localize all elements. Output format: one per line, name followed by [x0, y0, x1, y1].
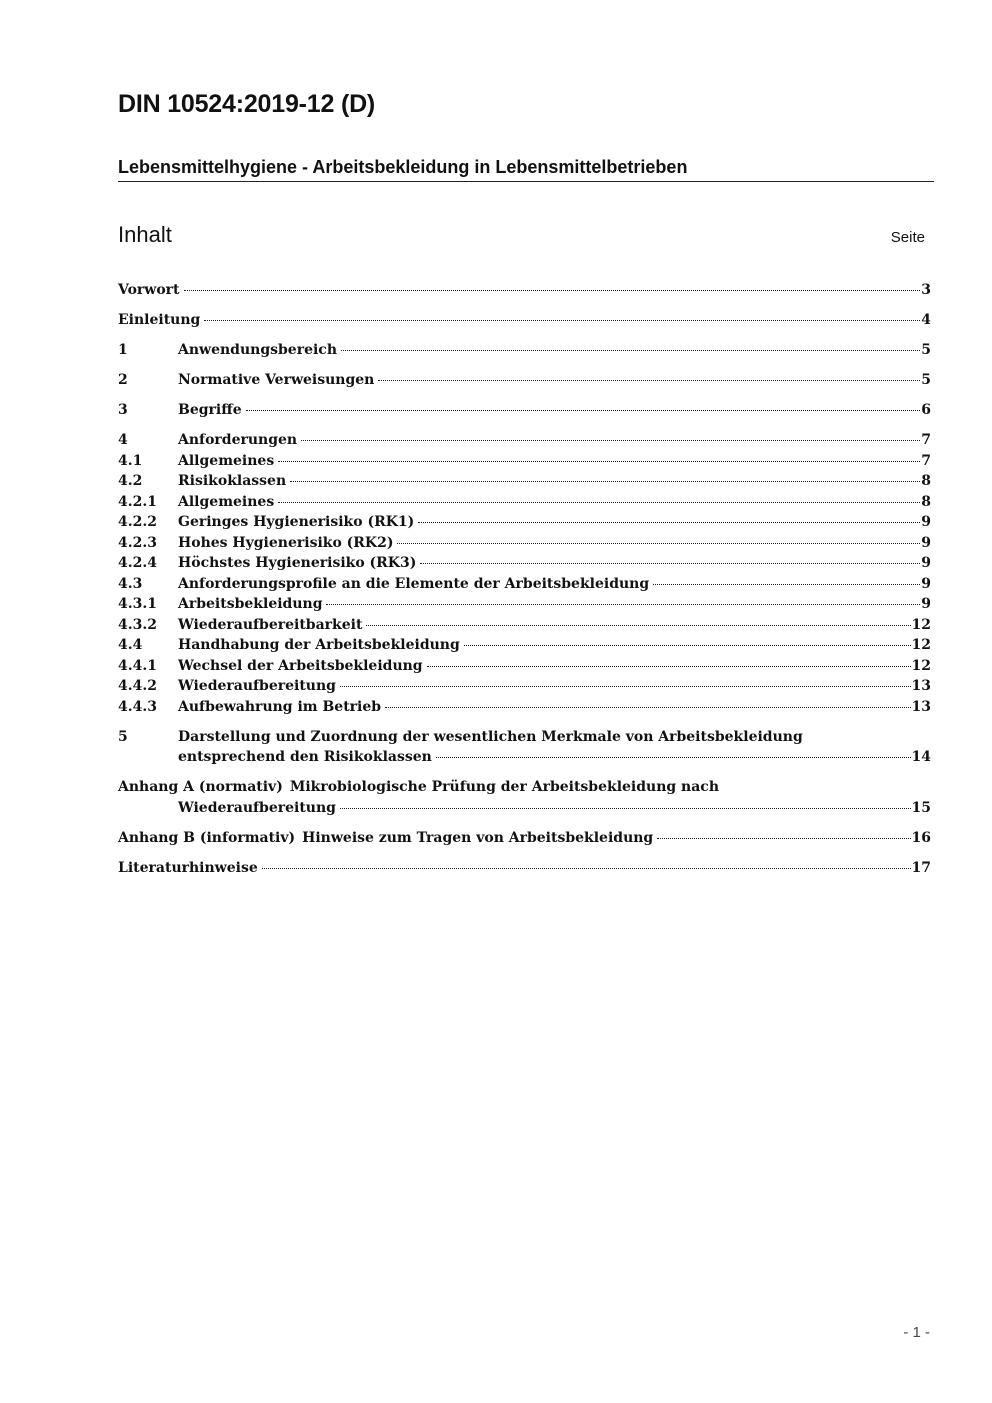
dot-leader [464, 645, 911, 646]
toc-entry-title: Handhabung der Arbeitsbekleidung [178, 637, 460, 653]
toc-entry-4-2-3[interactable] [118, 533, 931, 554]
dot-leader [436, 757, 911, 758]
toc-entry-page: 13 [911, 698, 931, 715]
dot-leader [657, 838, 910, 839]
toc-entry-page: 9 [921, 555, 931, 571]
toc-entry-page: 8 [921, 493, 931, 510]
toc-entry-5[interactable] [118, 727, 931, 768]
toc-entry-page: 12 [911, 657, 931, 674]
toc-entry-number: 2 [118, 372, 128, 388]
toc-entry-anhang-a[interactable] [118, 777, 931, 818]
toc-entry-title: Aufbewahrung im Betrieb [178, 698, 382, 715]
toc-entry-page: 6 [921, 402, 931, 418]
toc-entry-number: 4.3.2 [118, 616, 157, 633]
toc-entry-title: Geringes Hygienerisiko (RK1) [178, 514, 415, 530]
toc-entry-page: 12 [911, 616, 931, 633]
dot-leader [290, 481, 920, 482]
toc-entry-page: 8 [921, 473, 931, 489]
toc-entry-number: 4.2.1 [118, 493, 157, 510]
toc-entry-4[interactable] [118, 430, 931, 451]
toc-entry-number: 4.3.1 [118, 596, 157, 612]
toc-entry-number: 4.2 [118, 473, 143, 489]
dot-leader [184, 290, 921, 291]
toc-entry-4-4[interactable] [118, 635, 931, 656]
dot-leader [340, 808, 911, 809]
toc-entry-title: Vorwort [118, 282, 180, 298]
toc-entry-page: 12 [911, 637, 931, 653]
toc-entry-title: Einleitung [118, 312, 201, 328]
table-of-contents [118, 280, 931, 878]
toc-entry-page: 4 [921, 312, 931, 328]
toc-entry-label: Anhang A (normativ) [118, 779, 283, 795]
toc-entry-title: Arbeitsbekleidung [178, 596, 323, 612]
toc-entry-page: 7 [921, 452, 931, 469]
dot-leader [366, 625, 910, 626]
toc-entry-title: Anforderungsprofile an die Elemente der Arbeitsbekleidung [178, 575, 650, 592]
toc-entry-page: 16 [911, 829, 931, 846]
toc-entry-page: 17 [911, 859, 931, 876]
toc-entry-title: Literaturhinweise [118, 859, 258, 876]
toc-entry-4-2-1[interactable] [118, 492, 931, 513]
toc-entry-title-line1: Darstellung und Zuordnung der wesentlichen Merkmale von Arbeitsbekleidung [178, 728, 803, 745]
toc-entry-number: 4.2.3 [118, 534, 157, 551]
toc-entry-page: 9 [921, 575, 931, 592]
toc-entry-page: 13 [911, 678, 931, 694]
toc-entry-title-line2: entsprechend den Risikoklassen [178, 749, 432, 765]
toc-entry-4-3[interactable] [118, 574, 931, 595]
toc-entry-number: 3 [118, 402, 128, 418]
toc-entry-number: 4 [118, 432, 128, 448]
toc-entry-title: Hinweise zum Tragen von Arbeitsbekleidung [302, 829, 654, 846]
toc-entry-vorwort[interactable] [118, 280, 931, 301]
dot-leader [204, 320, 920, 321]
toc-entry-title: Risikoklassen [178, 473, 287, 489]
dot-leader [278, 461, 920, 462]
dot-leader [420, 563, 920, 564]
toc-entry-number: 4.4.1 [118, 657, 157, 674]
toc-heading: Inhalt [118, 222, 172, 247]
document-title: DIN 10524:2019-12 (D) [118, 90, 376, 118]
dot-leader [427, 666, 911, 667]
toc-entry-4-2-2[interactable] [118, 512, 931, 533]
dot-leader [278, 502, 920, 503]
page-column-label: Seite [890, 229, 925, 246]
toc-entry-number: 4.3 [118, 575, 143, 592]
toc-entry-title: Normative Verweisungen [178, 372, 375, 388]
dot-leader [341, 350, 920, 351]
toc-entry-page: 14 [911, 749, 931, 765]
page-number: - 1 - [903, 1324, 930, 1341]
toc-entry-page: 9 [921, 534, 931, 551]
toc-entry-anhang-b[interactable] [118, 828, 931, 849]
toc-entry-title: Hohes Hygienerisiko (RK2) [178, 534, 394, 551]
toc-entry-number: 4.2.2 [118, 514, 157, 530]
toc-entry-title: Begriffe [178, 402, 242, 418]
toc-entry-4-3-1[interactable] [118, 594, 931, 615]
toc-entry-literatur[interactable] [118, 858, 931, 879]
toc-entry-page: 5 [921, 372, 931, 388]
toc-entry-4-2[interactable] [118, 471, 931, 492]
dot-leader [301, 440, 920, 441]
toc-entry-page: 3 [921, 282, 931, 298]
toc-entry-number: 5 [118, 728, 128, 745]
toc-entry-2[interactable] [118, 370, 931, 391]
dot-leader [246, 410, 921, 411]
toc-entry-4-4-3[interactable] [118, 697, 931, 718]
toc-entry-number: 4.1 [118, 452, 143, 469]
toc-entry-number: 1 [118, 342, 128, 358]
toc-entry-number: 4.4.3 [118, 698, 157, 715]
toc-entry-page: 7 [921, 432, 931, 448]
toc-entry-title: Höchstes Hygienerisiko (RK3) [178, 555, 417, 571]
dot-leader [653, 584, 920, 585]
toc-entry-number: 4.4.2 [118, 678, 157, 694]
toc-entry-label: Anhang B (informativ) [118, 829, 296, 846]
toc-entry-title-line1: Mikrobiologische Prüfung der Arbeitsbekleidung nach [289, 779, 720, 795]
toc-entry-page: 9 [921, 596, 931, 612]
toc-entry-number: 4.4 [118, 637, 143, 653]
toc-entry-title: Allgemeines [178, 493, 275, 510]
toc-entry-4-4-2[interactable] [118, 676, 931, 697]
toc-entry-number: 4.2.4 [118, 555, 157, 571]
toc-entry-1[interactable] [118, 340, 931, 361]
dot-leader [378, 380, 920, 381]
dot-leader [340, 686, 911, 687]
toc-entry-page: 15 [911, 799, 931, 816]
dot-leader [326, 604, 920, 605]
toc-entry-title: Wechsel der Arbeitsbekleidung [178, 657, 423, 674]
dot-leader [385, 707, 910, 708]
toc-entry-title: Wiederaufbereitung [178, 678, 336, 694]
toc-entry-title-line2: Wiederaufbereitung [178, 799, 336, 816]
toc-entry-title: Allgemeines [178, 452, 275, 469]
toc-entry-4-1[interactable] [118, 451, 931, 472]
toc-entry-page: 5 [921, 342, 931, 358]
toc-entry-4-3-2[interactable] [118, 615, 931, 636]
toc-entry-4-4-1[interactable] [118, 656, 931, 677]
document-subtitle: Lebensmittelhygiene - Arbeitsbekleidung in Lebensmittelbetrieben [118, 157, 934, 182]
toc-entry-3[interactable] [118, 400, 931, 421]
dot-leader [418, 522, 920, 523]
toc-entry-title: Anforderungen [178, 432, 298, 448]
toc-entry-title: Wiederaufbereitbarkeit [178, 616, 363, 633]
toc-entry-einleitung[interactable] [118, 310, 931, 331]
toc-entry-title: Anwendungsbereich [178, 342, 337, 358]
toc-entry-page: 9 [921, 514, 931, 530]
toc-entry-4-2-4[interactable] [118, 553, 931, 574]
dot-leader [262, 868, 911, 869]
dot-leader [397, 543, 920, 544]
